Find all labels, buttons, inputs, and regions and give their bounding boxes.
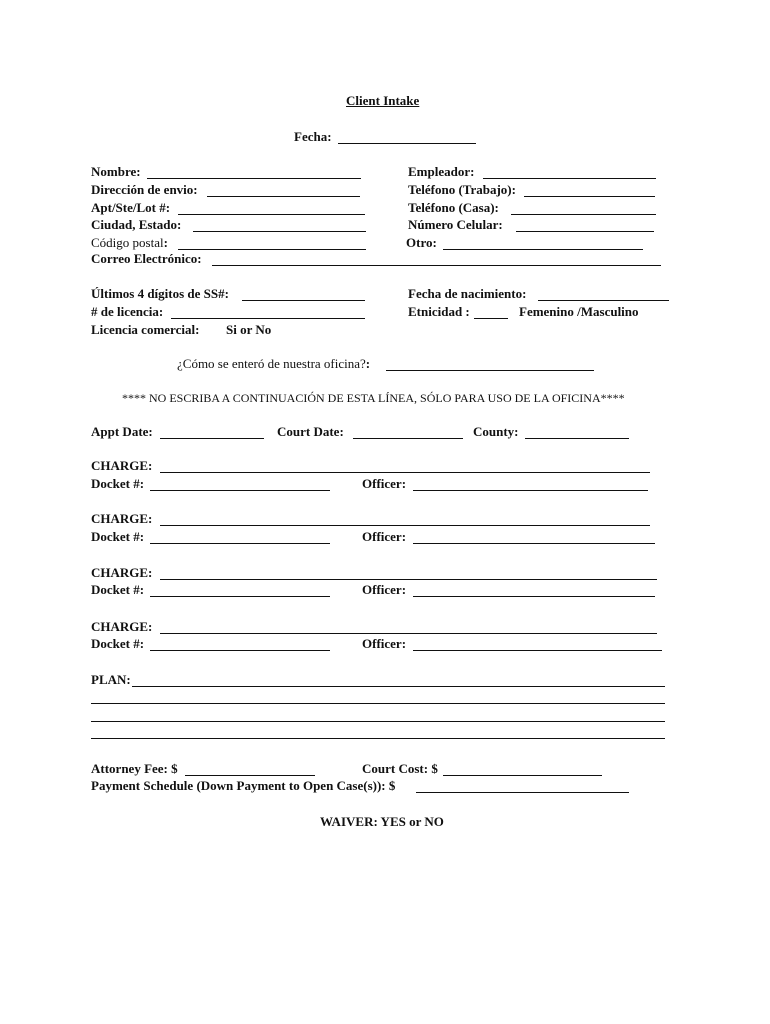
- ciudad-field[interactable]: [193, 231, 366, 232]
- charge-field[interactable]: [160, 633, 657, 634]
- charge-label: CHARGE:: [91, 458, 153, 473]
- plan-line[interactable]: [132, 686, 665, 687]
- officer-label: Officer:: [362, 582, 407, 597]
- charge-label: CHARGE:: [91, 511, 153, 526]
- codigo-postal-field[interactable]: [178, 249, 366, 250]
- attorney-fee-label: Attorney Fee: $: [91, 761, 178, 776]
- plan-label: PLAN:: [91, 672, 131, 687]
- charge-label: CHARGE:: [91, 565, 153, 580]
- officer-field[interactable]: [413, 543, 655, 544]
- genero-options[interactable]: Femenino /Masculino: [519, 304, 639, 319]
- attorney-fee-field[interactable]: [185, 775, 315, 776]
- direccion-label: Dirección de envio:: [91, 182, 198, 197]
- empleador-label: Empleador:: [408, 164, 475, 179]
- apt-label: Apt/Ste/Lot #:: [91, 200, 171, 215]
- apt-field[interactable]: [178, 214, 365, 215]
- nombre-field[interactable]: [147, 178, 361, 179]
- codigo-postal-label: Código postal:: [91, 235, 168, 250]
- appt-date-field[interactable]: [160, 438, 264, 439]
- officer-label: Officer:: [362, 476, 407, 491]
- empleador-field[interactable]: [483, 178, 656, 179]
- court-cost-label: Court Cost: $: [362, 761, 438, 776]
- docket-label: Docket #:: [91, 476, 145, 491]
- charge-label: CHARGE:: [91, 619, 153, 634]
- plan-line[interactable]: [91, 738, 665, 739]
- licencia-comercial-label: Licencia comercial:: [91, 322, 200, 337]
- ciudad-label: Ciudad, Estado:: [91, 217, 182, 232]
- county-label: County:: [473, 424, 519, 439]
- docket-field[interactable]: [150, 490, 330, 491]
- appt-date-label: Appt Date:: [91, 424, 153, 439]
- licencia-field[interactable]: [171, 318, 365, 319]
- plan-line[interactable]: [91, 721, 665, 722]
- court-date-field[interactable]: [353, 438, 463, 439]
- celular-label: Número Celular:: [408, 217, 503, 232]
- fecha-label: Fecha:: [294, 129, 332, 144]
- tel-casa-field[interactable]: [511, 214, 656, 215]
- correo-label: Correo Electrónico:: [91, 251, 202, 266]
- officer-label: Officer:: [362, 529, 407, 544]
- licencia-label: # de licencia:: [91, 304, 164, 319]
- ss-field[interactable]: [242, 300, 365, 301]
- charge-field[interactable]: [160, 579, 657, 580]
- docket-field[interactable]: [150, 543, 330, 544]
- direccion-field[interactable]: [207, 196, 360, 197]
- officer-field[interactable]: [413, 490, 648, 491]
- officer-label: Officer:: [362, 636, 407, 651]
- charge-field[interactable]: [160, 472, 650, 473]
- otro-label: Otro:: [406, 235, 437, 250]
- fecha-field[interactable]: [338, 143, 476, 144]
- charge-field[interactable]: [160, 525, 650, 526]
- docket-field[interactable]: [150, 650, 330, 651]
- etnicidad-label: Etnicidad :: [408, 304, 470, 319]
- docket-label: Docket #:: [91, 529, 145, 544]
- referral-field[interactable]: [386, 370, 594, 371]
- waiver-options[interactable]: WAIVER: YES or NO: [320, 814, 444, 829]
- docket-label: Docket #:: [91, 636, 145, 651]
- officer-field[interactable]: [413, 650, 662, 651]
- office-use-notice: **** NO ESCRIBA A CONTINUACIÓN DE ESTA LÍNEA, SÓLO PARA USO DE LA OFICINA****: [122, 391, 625, 405]
- docket-label: Docket #:: [91, 582, 145, 597]
- correo-field[interactable]: [212, 265, 661, 266]
- court-date-label: Court Date:: [277, 424, 344, 439]
- nombre-label: Nombre:: [91, 164, 141, 179]
- referral-label: ¿Cómo se enteró de nuestra oficina?:: [177, 356, 371, 371]
- etnicidad-field[interactable]: [474, 318, 508, 319]
- payment-schedule-label: Payment Schedule (Down Payment to Open Case(s)): $: [91, 778, 396, 793]
- court-cost-field[interactable]: [443, 775, 602, 776]
- nacimiento-label: Fecha de nacimiento:: [408, 286, 527, 301]
- payment-schedule-field[interactable]: [416, 792, 629, 793]
- form-title: Client Intake: [346, 93, 420, 108]
- tel-trabajo-label: Teléfono (Trabajo):: [408, 182, 516, 197]
- county-field[interactable]: [525, 438, 629, 439]
- tel-trabajo-field[interactable]: [524, 196, 655, 197]
- officer-field[interactable]: [413, 596, 655, 597]
- docket-field[interactable]: [150, 596, 330, 597]
- plan-line[interactable]: [91, 703, 665, 704]
- tel-casa-label: Teléfono (Casa):: [408, 200, 499, 215]
- otro-field[interactable]: [443, 249, 643, 250]
- licencia-comercial-options[interactable]: Si or No: [226, 322, 272, 337]
- nacimiento-field[interactable]: [538, 300, 669, 301]
- ss-label: Últimos 4 dígitos de SS#:: [91, 286, 229, 301]
- celular-field[interactable]: [516, 231, 654, 232]
